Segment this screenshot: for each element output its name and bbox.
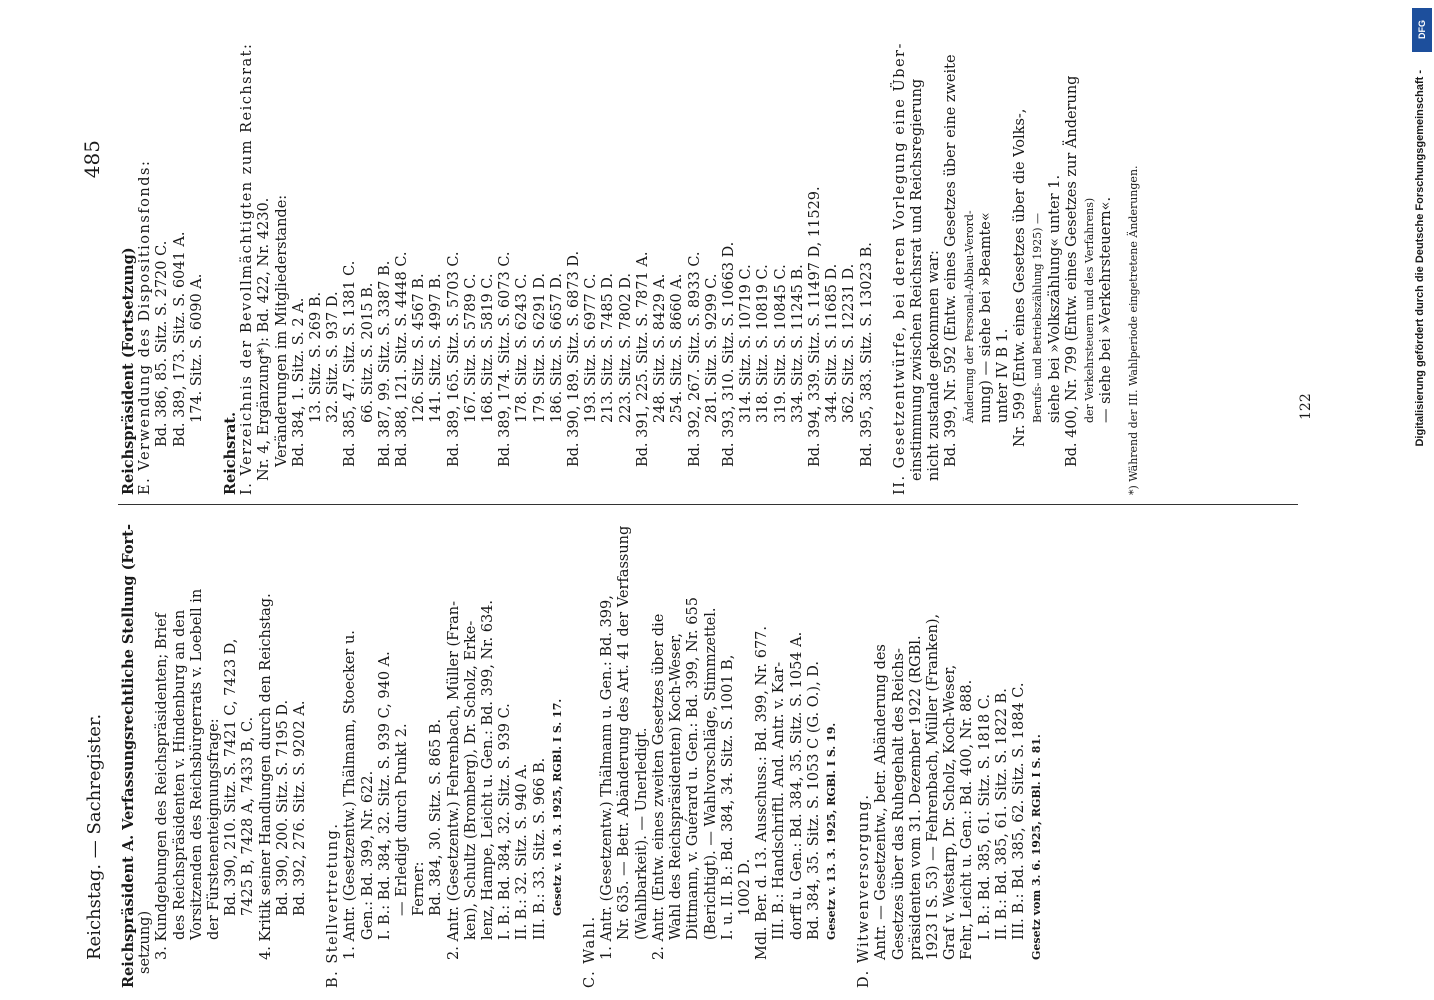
digitization-credit	[1405, 0, 1434, 1000]
index-line: Fehr, Leicht u. Gen.: Bd. 400, Nr. 888.	[959, 679, 976, 960]
index-line: Bd. 384, 35. Sitz. S. 1053 C (G. O.), D.	[805, 660, 822, 940]
index-line: einstimmung zwischen Reichsrat und Reichsregierung	[908, 78, 925, 481]
index-line: — Erledigt durch Punkt 2.	[394, 723, 411, 916]
index-line: Bd. 392, 276. Sitz. S. 9202 A.	[292, 700, 309, 916]
index-line: Gesetzes über das Ruhegehalt des Reichs-	[890, 648, 907, 960]
index-line: Bd. 384, 30. Sitz. S. 865 B.	[428, 718, 445, 916]
index-line: 362. Sitz. S. 12231 D.	[841, 263, 858, 423]
index-line: Bd. 389, 174. Sitz. S. 6073 C.	[497, 251, 514, 467]
index-line: präsidenten vom 31. Dezember 1922 (RGBl.	[907, 635, 924, 960]
index-line: 334. Sitz. S. 11245 B.	[789, 264, 806, 423]
index-line: Reichspräsident A. Verfassungsrechtliche Stellung (Fort-	[120, 524, 137, 988]
index-line: I. B.: Bd. 384, 32. Sitz. S. 939 C.	[497, 703, 514, 940]
page-header	[78, 60, 112, 960]
index-line: Bd. 384, 1. Sitz. S. 2 A.	[290, 297, 307, 467]
index-line: I. Verzeichnis der Bevollmächtigten zum Reichsrat:	[239, 42, 256, 495]
index-line: 281. Sitz. S. 9299 C.	[703, 273, 720, 423]
index-line: III. B.: Handschriftl. And. Antr. v. Kar-	[771, 661, 788, 940]
index-line: 318. Sitz. S. 10819 C.	[755, 264, 772, 423]
index-line: 32. Sitz. S. 937 D.	[325, 291, 342, 423]
index-line: 314. Sitz. S. 10719 C.	[738, 264, 755, 423]
index-line: Antr. — Gesetzentw., betr. Abänderung des	[873, 644, 890, 960]
index-line: der Verkehrsteuern und des Verfahrens)	[1082, 197, 1096, 423]
index-line: Bd. 393, 310. Sitz. S. 10663 D.	[720, 241, 737, 467]
index-line: 2. Antr. (Gesetzentw.) Fehrenbach, Müller (Fran-	[445, 600, 462, 960]
index-line: Nr. 599 (Entw. eines Gesetzes über die Volks-,	[1012, 108, 1029, 447]
index-line: 1. Antr. (Gesetzentw.) Thälmann, Stoecker u.	[342, 630, 359, 960]
index-line	[206, 25, 216, 495]
index-line: Gen.: Bd. 399, Nr. 622.	[359, 770, 376, 940]
index-line: Reichsrat.	[222, 411, 240, 495]
index-line: Bd. 395, 383. Sitz. S. 13023 B.	[858, 242, 875, 467]
index-line: I. u. II. B.: Bd. 384, 34. Sitz. S. 1001 B,	[719, 654, 736, 940]
index-line: setzung)	[137, 910, 154, 974]
index-line: Wahl des Reichspräsidenten) Koch-Weser,	[668, 633, 685, 940]
index-line: Nr. 4, Ergänzung*): Bd. 422, Nr. 4230.	[256, 197, 273, 481]
index-line: B. Stellvertretung.	[325, 822, 342, 988]
index-line: — siehe bei »Verkehrsteuern«.	[1098, 196, 1115, 423]
index-line: D. Witwenversorgung.	[856, 793, 873, 988]
index-line: Gesetz v. 13. 3. 1925, RGBl. I S. 19.	[824, 722, 838, 940]
index-line: nung) — siehe bei »Beamte«	[977, 212, 994, 423]
index-line: *) Während der III. Wahlperiode eingetretene Änderungen.	[1127, 165, 1141, 495]
index-line: 179. Sitz. S. 6291 D.	[531, 272, 548, 423]
index-line: I. B.: Bd. 385, 61. Sitz. S. 1818 C.	[976, 693, 993, 940]
index-line: Gesetz vom 3. 6. 1925, RGBl. I S. 81.	[1030, 734, 1044, 960]
index-line: Bd. 389, 173. Sitz. S. 6041 A.	[171, 231, 188, 447]
left-column	[120, 508, 1045, 988]
index-line: lenz, Hampe, Leicht u. Gen.: Bd. 399, Nr. 634.	[480, 599, 497, 940]
index-line	[876, 25, 886, 495]
index-line: der Fürstenenteignungsfrage:	[206, 718, 223, 940]
index-line: E. Verwendung des Dispositionsfonds:	[137, 159, 154, 495]
index-line: 1. Antr. (Gesetzentw.) Thälmann u. Gen.: Bd. 399,	[599, 595, 616, 960]
index-line: 319. Sitz. S. 10845 C.	[772, 264, 789, 423]
right-column	[120, 25, 1143, 495]
index-line: 213. Sitz. S. 7485 D.	[600, 272, 617, 423]
index-line: 186. Sitz. S. 6657 D.	[548, 272, 565, 423]
index-line: Ferner:	[411, 861, 428, 916]
index-line: des Reichspräsidenten v. Hindenburg an den	[171, 609, 188, 940]
index-line: Veränderungen im Mitgliederstande:	[273, 194, 290, 467]
dfg-logo: DFG	[1412, 8, 1432, 52]
index-line: 4. Kritik seiner Handlungen durch den Reichstag.	[257, 593, 274, 960]
index-line: 3. Kundgebungen des Reichspräsidenten; Brief	[154, 612, 171, 960]
index-line: Reichspräsident (Fortsetzung)	[120, 247, 137, 495]
index-line: 66. Sitz. S. 2015 B.	[359, 282, 376, 423]
index-line	[566, 508, 576, 988]
index-line: 126. Sitz. S. 4567 B.	[411, 273, 428, 423]
index-line: C. Wahl.	[582, 915, 599, 988]
index-line: 2. Antr. (Entw. eines zweiten Gesetzes über die	[650, 613, 667, 960]
index-line: Bd. 390, 210. Sitz. S. 7421 C, 7423 D,	[223, 638, 240, 916]
index-line: III. B.: 33. Sitz. S. 966 B.	[531, 757, 548, 940]
index-line: 7425 B, 7428 A, 7433 B, C.	[240, 716, 257, 916]
index-line: Bd. 390, 189. Sitz. S. 6873 D.	[566, 250, 583, 467]
index-line: Bd. 390, 200. Sitz. S. 7195 D.	[274, 699, 291, 916]
index-line: dorff u. Gen.: Bd. 384, 35. Sitz. S. 1054 A.	[788, 631, 805, 940]
index-line: 254. Sitz. S. 8660 A.	[669, 273, 686, 423]
index-line: I. B.: Bd. 384, 32. Sitz. S. 939 C, 940 A.	[376, 651, 393, 940]
index-line: Mdl. Ber. d. 13. Ausschuss.: Bd. 399, Nr. 677.	[754, 625, 771, 960]
index-line: 168. Sitz. S. 5819 C.	[480, 273, 497, 423]
index-line: Dittmann, v. Guérard u. Gen.: Bd. 399, Nr. 655	[685, 597, 702, 940]
index-line: II. B.: 32. Sitz. S. 940 A.	[514, 763, 531, 940]
index-line: 178. Sitz. S. 6243 C.	[514, 273, 531, 423]
index-line: Bd. 386, 85. Sitz. S. 2720 C.	[154, 240, 171, 447]
index-line	[1115, 25, 1125, 495]
index-line: 174. Sitz. S. 6090 A.	[188, 273, 205, 423]
footer-number: 122	[1298, 393, 1314, 420]
index-line: 344. Sitz. S. 11685 D.	[824, 263, 841, 423]
credit-text: Digitalisierung gefördert durch die Deutsche Forschungsgemeinschaft -	[1413, 70, 1426, 447]
index-line: Bd. 399, Nr. 592 (Entw. eines Gesetzes über eine zweite	[943, 54, 960, 467]
index-line: Graf v. Westarp, Dr. Scholz, Koch-Weser,	[942, 664, 959, 960]
index-line: Bd. 400, Nr. 799 (Entw. eines Gesetzes zur Änderung	[1063, 75, 1080, 467]
index-line: nicht zustande gekommen war:	[926, 250, 943, 481]
index-line: 193. Sitz. S. 6977 C.	[583, 273, 600, 423]
index-line: Bd. 394, 339. Sitz. S. 11497 D, 11529.	[806, 186, 823, 467]
index-line: Berufs- und Betriebszählung 1925) —	[1031, 212, 1045, 423]
index-line: III. B.: Bd. 385, 62. Sitz. S. 1884 C.	[1010, 682, 1027, 940]
index-line: 1002 D.	[736, 858, 753, 916]
index-line: Gesetz v. 10. 3. 1925, RGBl. I S. 17.	[550, 698, 564, 916]
index-line: Bd. 385, 47. Sitz. S. 1381 C.	[342, 260, 359, 467]
index-line: II. B.: Bd. 385, 61. Sitz. S. 1822 B.	[993, 688, 1010, 940]
index-line: II. Gesetzentwürfe, bei deren Vorlegung eine Über-	[891, 42, 908, 495]
index-line: Änderung der Personal-Abbau-Verord-	[962, 210, 976, 423]
index-line: 1923 I S. 53) — Fehrenbach, Müller (Franken),	[924, 613, 941, 960]
index-line: unter IV B 1.	[994, 328, 1011, 423]
index-line	[840, 508, 850, 988]
index-line: (Berichtigt). — Wahlvorschläge, Stimmzettel.	[702, 607, 719, 940]
index-line	[309, 508, 319, 988]
index-line: siehe bei »Volkszählung« unter 1.	[1046, 174, 1063, 423]
column-divider	[118, 504, 1298, 505]
index-line: Vorsitzenden des Reichsbürgerrats v. Loebell in	[188, 588, 205, 940]
index-line: 248. Sitz. S. 8429 A.	[652, 273, 669, 423]
running-title: Reichstag. — Sachregister.	[84, 713, 105, 960]
index-line: ken), Schultz (Bromberg), Dr. Scholz, Erke-	[462, 620, 479, 940]
index-line: Nr. 635. — Betr. Abänderung des Art. 41 der Verfassung	[616, 525, 633, 940]
page-number: 485	[80, 140, 104, 179]
index-line: 141. Sitz. S. 4997 B.	[428, 273, 445, 423]
index-line: Bd. 389, 165. Sitz. S. 5703 C.	[445, 251, 462, 467]
index-line: 223. Sitz. S. 7802 D.	[617, 272, 634, 423]
index-line: Bd. 388, 121. Sitz. S. 4448 C.	[394, 251, 411, 467]
index-line: 13. Sitz. S. 269 B.	[308, 291, 325, 423]
index-line: 167. Sitz. S. 5789 C.	[462, 273, 479, 423]
index-line: Bd. 391, 225. Sitz. S. 7871 A.	[634, 251, 651, 467]
index-line: Bd. 387, 99. Sitz. S. 3387 B.	[376, 260, 393, 467]
index-line: Bd. 392, 267. Sitz. S. 8933 C.	[686, 251, 703, 467]
index-line: (Wahlbarkeit). — Unerledigt.	[633, 727, 650, 940]
